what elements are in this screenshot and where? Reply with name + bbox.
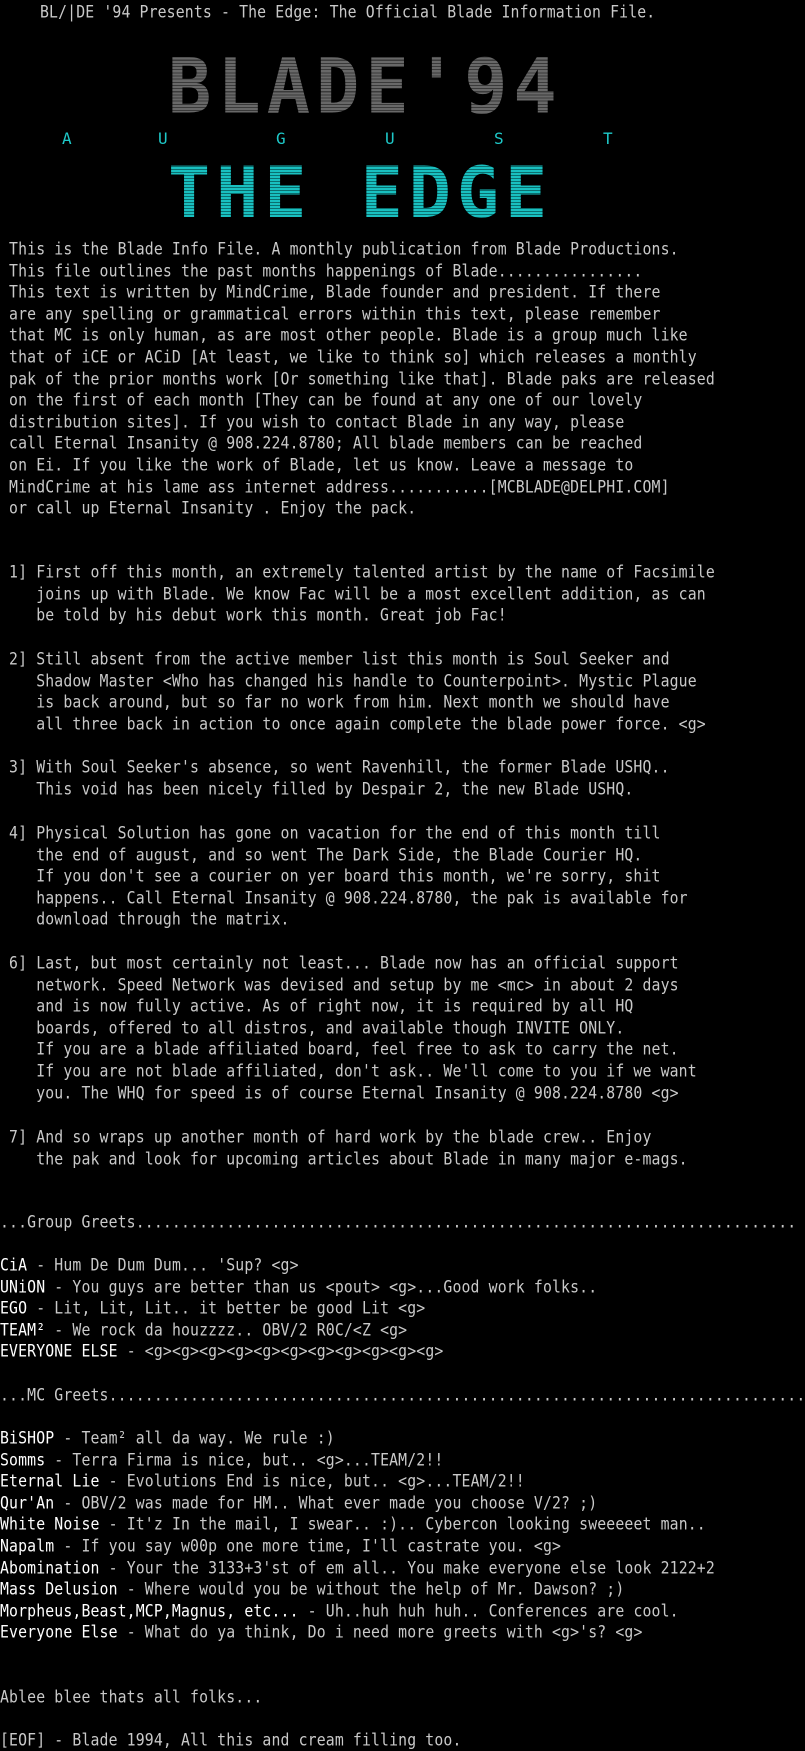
greet-text: - You guys are better than us <pout> <g>...Good work folks.. <box>45 1275 598 1297</box>
greet-entry <box>0 1469 525 1492</box>
news-line: This void has been nicely filled by Despair 2, the new Blade USHQ. <box>0 777 634 799</box>
intro-line: are any spelling or grammatical errors within this text, please remember <box>0 302 661 324</box>
greet-text: - Lit, Lit, Lit.. it better be good Lit <g> <box>27 1297 426 1318</box>
greet-entry <box>0 1620 642 1643</box>
news-line: all three back in action to once again complete the blade power force. <g> <box>0 712 706 734</box>
month-letter: A <box>62 129 72 148</box>
month-letter: S <box>494 129 504 148</box>
greet-entry <box>0 1556 715 1579</box>
greet-text: - If you say w00p one more time, I'll castrate you. <g> <box>54 1535 562 1556</box>
greet-text: - Evolutions End is nice, but.. <g>...TEAM/2!! <box>99 1470 525 1491</box>
greet-name: Qur'An <box>0 1491 55 1513</box>
month-letter: G <box>276 129 286 148</box>
month-letter: U <box>158 129 168 148</box>
greet-name: UNiON <box>0 1275 46 1297</box>
intro-line: or call up Eternal Insanity . Enjoy the pack. <box>0 497 417 518</box>
news-line: be told by his debut work this month. Great job Fac! <box>0 604 507 625</box>
header-line: BL/|DE '94 Presents - The Edge: The Official Blade Information File. <box>40 1 656 22</box>
news-line: If you don't see a courier on yer board this month, we're sorry, shit <box>0 865 661 886</box>
greet-entry <box>0 1577 624 1600</box>
intro-line: MindCrime at his lame ass internet address...........[MCBLADE@DELPHI.COM] <box>0 475 670 497</box>
month-letter: U <box>385 129 395 148</box>
greet-text: - Your the 3133+3'st of em all.. You make everyone else look 2122+2 <box>99 1556 715 1578</box>
greet-name: Napalm <box>0 1535 55 1556</box>
greet-entry <box>0 1275 597 1298</box>
greet-entry <box>0 1318 407 1341</box>
news-line: download through the matrix. <box>0 908 290 929</box>
greet-name: Somms <box>0 1448 46 1470</box>
news-line: 3] With Soul Seeker's absence, so went Ravenhill, the former Blade USHQ.. <box>0 756 670 777</box>
greet-entry <box>0 1448 443 1471</box>
news-line: If you are not blade affiliated, don't ask.. We'll come to you if we want <box>0 1060 697 1081</box>
greet-text: - <g><g><g><g><g><g><g><g><g><g><g> <box>117 1340 444 1361</box>
news-line: the end of august, and so went The Dark Side, the Blade Courier HQ. <box>0 843 643 865</box>
greet-text: - We rock da houzzzz.. OBV/2 R0C/<Z <g> <box>45 1318 408 1340</box>
intro-line: pak of the prior months work [Or something like that]. Blade paks are released <box>0 367 715 389</box>
greet-entry <box>0 1253 299 1276</box>
greet-name: BiSHOP <box>0 1427 55 1448</box>
greet-text: - OBV/2 was made for HM.. What ever made you choose V/2? ;) <box>54 1491 598 1513</box>
greet-text: - Hum De Dum Dum... 'Sup? <g> <box>27 1254 299 1275</box>
greet-text: - Uh..huh huh huh.. Conferences are cool. <box>298 1599 679 1621</box>
logo-month <box>0 128 720 152</box>
greet-text: - It'z In the mail, I swear.. :).. Cybercon looking sweeeeet man.. <box>99 1513 706 1534</box>
intro-line: distribution sites]. If you wish to contact Blade in any way, please <box>0 410 625 432</box>
greet-entry <box>0 1491 597 1514</box>
news-line: Shadow Master <Who has changed his handle to Counterpoint>. Mystic Plague <box>0 669 697 691</box>
intro-line: that of iCE or ACiD [At least, we like to think so] which releases a monthly <box>0 346 697 367</box>
greet-name: CiA <box>0 1254 28 1275</box>
greet-entry <box>0 1534 561 1557</box>
greet-name: Morpheus,Beast,MCP,Magnus, etc... <box>0 1599 299 1621</box>
news-line: boards, offered to all distros, and available though INVITE ONLY. <box>0 1016 625 1038</box>
news-line: If you are a blade affiliated board, feel free to ask to carry the net. <box>0 1038 679 1059</box>
greet-entry <box>0 1426 335 1449</box>
intro-line: on the first of each month [They can be found at any one of our lovely <box>0 389 643 410</box>
news-line: you. The WHQ for speed is of course Eternal Insanity @ 908.224.8780 <g> <box>0 1081 679 1103</box>
greet-text: - What do ya think, Do i need more greets with <g>'s? <g> <box>117 1621 643 1642</box>
news-line: happens.. Call Eternal Insanity @ 908.224.8780, the pak is available for <box>0 886 688 908</box>
greet-name: Eternal Lie <box>0 1470 100 1491</box>
closing-line: Ablee blee thats all folks... <box>0 1686 263 1707</box>
logo-blade-94: BLADE'94 <box>168 41 563 131</box>
news-line: network. Speed Network was devised and setup by me <mc> in about 2 days <box>0 973 679 995</box>
logo-the-edge: THE EDGE <box>168 152 554 234</box>
month-letter: T <box>603 129 613 148</box>
intro-line: This is the Blade Info File. A monthly publication from Blade Productions. <box>0 238 679 259</box>
greet-name: Abomination <box>0 1556 100 1578</box>
intro-line: on Ei. If you like the work of Blade, let us know. Leave a message to <box>0 454 634 475</box>
eof-line: [EOF] - Blade 1994, All this and cream filling too. <box>0 1729 462 1750</box>
intro-line: that MC is only human, as are most other people. Blade is a group much like <box>0 324 688 345</box>
greet-name: White Noise <box>0 1513 100 1534</box>
greet-entry <box>0 1512 706 1535</box>
greet-entry <box>0 1339 443 1362</box>
intro-line: This text is written by MindCrime, Blade founder and president. If there <box>0 281 661 302</box>
greet-name: TEAM² <box>0 1318 46 1340</box>
greet-entry <box>0 1296 425 1319</box>
news-line: the pak and look for upcoming articles about Blade in many major e-mags. <box>0 1147 688 1169</box>
greet-name: Mass Delusion <box>0 1578 118 1599</box>
news-line: joins up with Blade. We know Fac will be a most excellent addition, as can <box>0 582 706 604</box>
news-line: 1] First off this month, an extremely talented artist by the name of Facsimile <box>0 561 715 582</box>
news-line: 4] Physical Solution has gone on vacation for the end of this month till <box>0 822 661 843</box>
news-line: and is now fully active. As of right now, it is required by all HQ <box>0 995 634 1016</box>
intro-line: call Eternal Insanity @ 908.224.8780; All blade members can be reached <box>0 432 643 453</box>
greet-name: EVERYONE ELSE <box>0 1340 118 1361</box>
group-greets-header: ...Group Greets......................................................................... <box>0 1211 797 1232</box>
news-line: 2] Still absent from the active member list this month is Soul Seeker and <box>0 648 670 669</box>
greet-name: Everyone Else <box>0 1621 118 1642</box>
news-line: 7] And so wraps up another month of hard work by the blade crew.. Enjoy <box>0 1126 652 1147</box>
greet-text: - Team² all da way. We rule :) <box>54 1427 335 1448</box>
news-line: is back around, but so far no work from him. Next month we should have <box>0 691 670 712</box>
greet-text: - Terra Firma is nice, but.. <g>...TEAM/2!! <box>45 1448 444 1470</box>
news-line: 6] Last, but most certainly not least... Blade now has an official support <box>0 952 679 973</box>
mc-greets-header: ...MC Greets............................................................................. <box>0 1384 805 1405</box>
greet-entry <box>0 1599 679 1622</box>
intro-line: This file outlines the past months happenings of Blade................ <box>0 259 643 281</box>
greet-text: - Where would you be without the help of Mr. Dawson? ;) <box>117 1578 625 1599</box>
greet-name: EGO <box>0 1297 28 1318</box>
